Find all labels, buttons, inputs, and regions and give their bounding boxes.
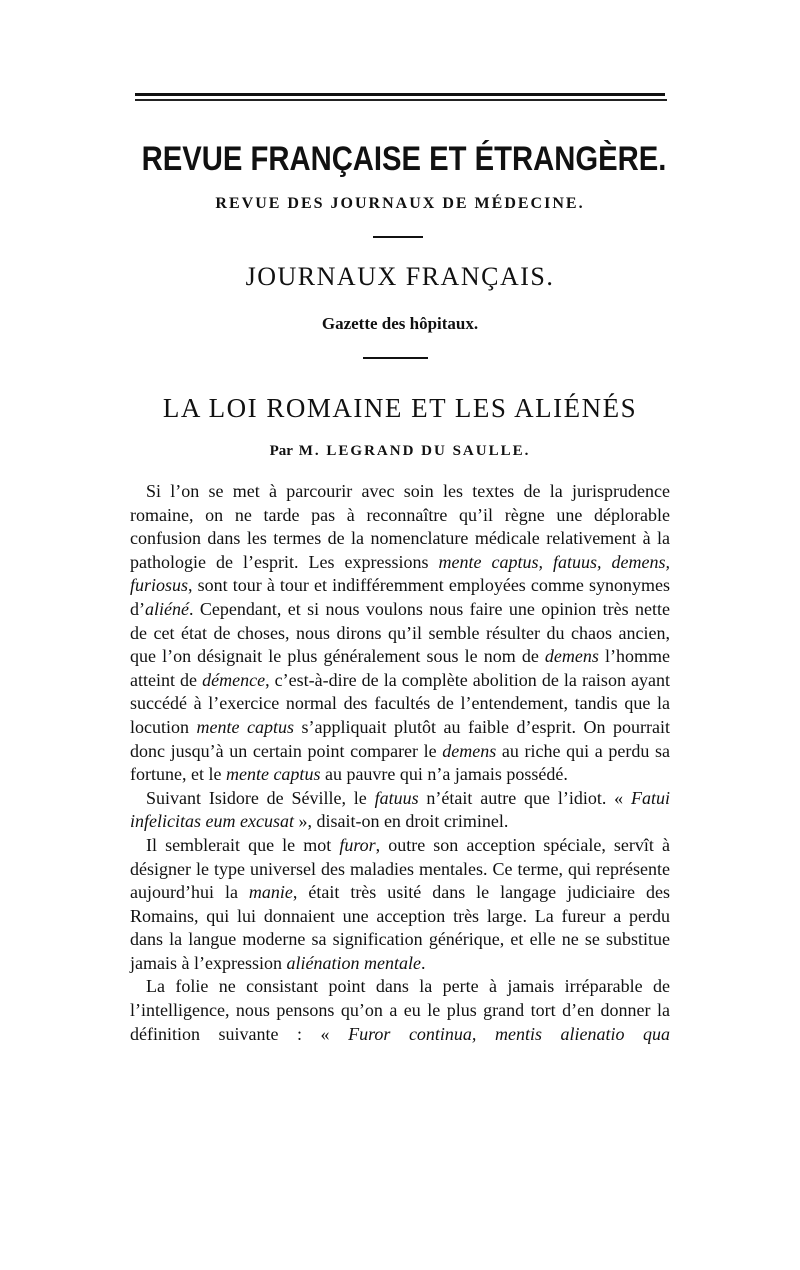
text-run: .: [420, 952, 426, 973]
text-run: Si l’on se met à parcourir avec soin les textes de la jurisprudence romaine, on ne tarde pas à reconnaître qu’il règne une déplorable confusion dans les termes de la nomenclature médicale relativement à la pathologie de l’esprit. Les expressions: [130, 481, 670, 572]
author-name: LEGRAND DU SAULLE.: [326, 443, 531, 459]
text-run: l’homme atteint de: [130, 646, 670, 690]
text-run: . Cependant, et si nous voulons nous faire une opinion très nette de cet état de choses, nous dirons qu’il semble résulter du chaos ancien, que l’on désignait le plus généralement sous le nom de: [130, 598, 670, 667]
author-prefix: Par: [269, 443, 293, 459]
italic-text: fatuus: [374, 787, 419, 808]
journal-subtitle: REVUE DES JOURNAUX DE MÉDECINE.: [215, 195, 585, 212]
text-run: n’était autre que l’idiot. «: [418, 787, 631, 808]
italic-text: furor: [339, 834, 376, 855]
italic-text: mente captus, fatuus, demens, furiosus: [130, 551, 670, 596]
source-name: Gazette des hôpitaux.: [321, 314, 479, 333]
article-author: [0, 443, 800, 460]
italic-text: mente captus: [225, 764, 321, 785]
text-run: Suivant Isidore de Séville, le: [146, 787, 375, 808]
text-run: Il semblerait que le mot: [146, 834, 340, 855]
section-title: JOURNAUX FRANÇAIS.: [245, 262, 555, 291]
paragraph: [130, 834, 670, 976]
italic-text: Fatui infelicitas eum excusat: [130, 787, 670, 832]
article-divider: [363, 357, 428, 359]
italic-text: démence: [202, 669, 266, 690]
paragraph: [130, 787, 670, 834]
text-run: », disait-on en droit criminel.: [293, 811, 509, 832]
paragraph: [130, 975, 670, 1046]
section-divider: [373, 236, 423, 238]
paragraph: [130, 480, 670, 787]
text-run: au pauvre qui n’a jamais possédé.: [320, 764, 568, 785]
italic-text: aliénation mentale: [286, 952, 421, 973]
journal-title: REVUE FRANÇAISE ET ÉTRANGÈRE.: [141, 140, 667, 178]
text-run: , outre son acception spéciale, servît à désigner le type universel des maladies mentales. Ce terme, qui représente aujourd’hui la: [130, 834, 670, 903]
italic-text: demens: [442, 740, 497, 761]
text-run: , était très usité dans le langage judiciaire des Romains, qui lui donnaient une acception très large. La fureur a perdu dans la langue moderne sa signification générique, et elle ne se substitue jamais à l’expression: [130, 882, 670, 973]
text-run: s’appliquait plutôt au faible d’esprit. On pourrait donc jusqu’à un certain point comparer le: [130, 716, 670, 761]
text-run: , c’est-à-dire de la complète abolition de la raison ayant succédé à l’exercice normal des facultés de l’entendement, tandis que la locution: [130, 669, 670, 737]
text-run: , sont tour à tour et indifféremment employées comme synonymes d’: [130, 575, 670, 619]
article-body: [130, 480, 670, 1046]
italic-text: manie: [248, 882, 293, 903]
author-initial: M.: [298, 443, 321, 459]
article-title: LA LOI ROMAINE ET LES ALIÉNÉS: [162, 393, 638, 423]
header-double-rule: [135, 93, 667, 107]
text-run: La folie ne consistant point dans la perte à jamais irréparable de l’intelligence, nous pensons qu’on a eu le plus grand tort d’en donner la définition suivante : «: [130, 976, 670, 1044]
italic-text: aliéné: [145, 598, 189, 619]
italic-text: Furor continua, mentis alienatio qua: [348, 1023, 670, 1044]
italic-text: demens: [544, 646, 599, 667]
text-run: au riche qui a perdu sa fortune, et le: [130, 740, 670, 785]
italic-text: mente captus: [196, 716, 294, 737]
